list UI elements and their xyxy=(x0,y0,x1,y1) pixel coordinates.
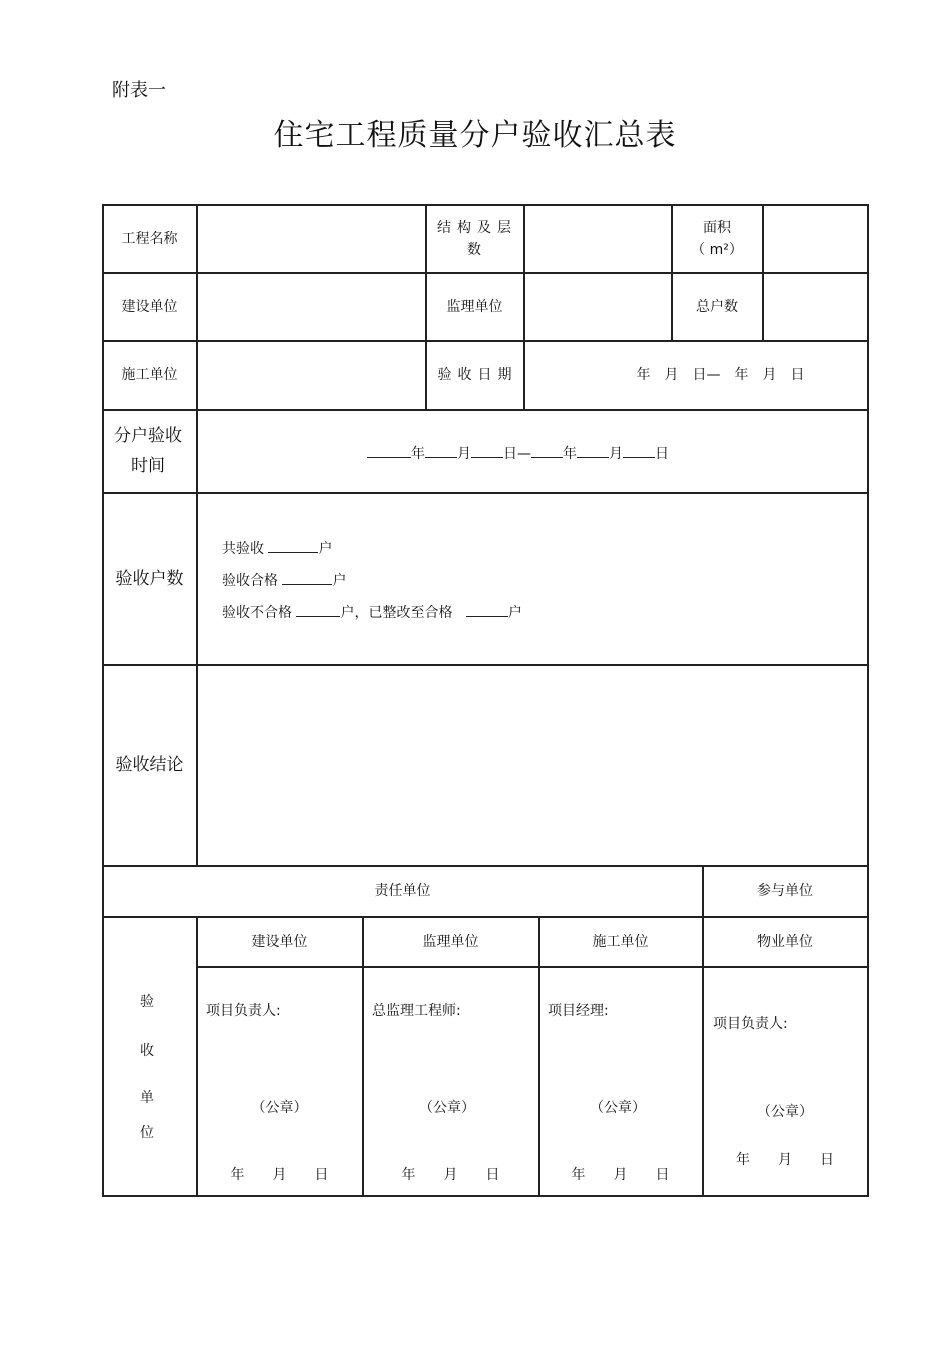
day2-blank[interactable] xyxy=(623,443,655,458)
year2-blank[interactable] xyxy=(531,443,563,458)
month2-text: 月 xyxy=(609,446,623,462)
household-acceptance-time-label: 分户验收时间 xyxy=(114,426,182,476)
rectified-unit: 户 xyxy=(507,605,522,621)
passed-prefix: 验收合格 xyxy=(222,573,278,589)
area-label-line2: （ m²） xyxy=(691,241,743,258)
annex-label: 附表一 xyxy=(112,80,166,101)
failed-line xyxy=(222,602,522,622)
failed-mid: 户，已整改至合格 xyxy=(340,605,453,621)
unit-name-supervisor: 监理单位 xyxy=(422,933,479,950)
property-seal: （公章） xyxy=(757,1104,813,1120)
household-acceptance-time-field[interactable] xyxy=(367,443,669,463)
project-name-field[interactable] xyxy=(197,205,425,272)
passed-unit: 户 xyxy=(332,573,347,589)
total-accepted-blank[interactable] xyxy=(268,538,318,553)
property-date[interactable]: 年 月 日 xyxy=(736,1152,834,1168)
structure-floors-field[interactable] xyxy=(524,205,671,272)
rectified-blank[interactable] xyxy=(466,602,508,617)
supervisor-signer-label: 总监理工程师: xyxy=(372,1003,461,1019)
area-field[interactable] xyxy=(763,205,867,272)
year-text: 年 xyxy=(411,446,425,462)
area-label-line1: 面积 xyxy=(703,219,731,236)
side-label-char-2: 收 xyxy=(140,1043,154,1059)
side-label-char-4: 位 xyxy=(140,1125,154,1141)
failed-blank[interactable] xyxy=(296,602,340,617)
total-households-field[interactable] xyxy=(763,273,867,340)
property-signer-label: 项目负责人: xyxy=(713,1016,788,1032)
responsible-units-header: 责任单位 xyxy=(374,883,431,899)
acceptance-date-range[interactable]: 年 月 日— 年 月 日 xyxy=(636,367,805,383)
constructor-seal: （公章） xyxy=(590,1100,646,1116)
unit-name-property: 物业单位 xyxy=(757,933,813,950)
day2-text: 日 xyxy=(655,446,669,462)
side-label-char-1: 验 xyxy=(140,994,154,1010)
failed-prefix: 验收不合格 xyxy=(222,605,292,621)
side-label-char-3: 单 xyxy=(140,1090,154,1106)
total-households-label: 总户数 xyxy=(696,298,738,315)
participating-units-header: 参与单位 xyxy=(757,883,813,899)
builder-signer-label: 项目负责人: xyxy=(206,1003,281,1019)
constructor-label: 施工单位 xyxy=(121,367,178,383)
supervisor-label: 监理单位 xyxy=(446,298,503,315)
constructor-date[interactable]: 年 月 日 xyxy=(571,1167,670,1183)
unit-name-builder: 建设单位 xyxy=(251,933,308,950)
supervisor-field[interactable] xyxy=(524,273,671,340)
total-accepted-unit: 户 xyxy=(318,541,333,557)
year-blank[interactable] xyxy=(367,443,411,458)
year2-text: 年 xyxy=(563,446,577,462)
passed-line xyxy=(222,570,346,590)
constructor-field[interactable] xyxy=(197,341,425,409)
builder-field[interactable] xyxy=(197,273,425,340)
builder-date[interactable]: 年 月 日 xyxy=(230,1167,329,1183)
month-blank[interactable] xyxy=(425,443,457,458)
project-name-label: 工程名称 xyxy=(121,230,178,247)
supervisor-date[interactable]: 年 月 日 xyxy=(401,1167,500,1183)
month2-blank[interactable] xyxy=(577,443,609,458)
total-accepted-line xyxy=(222,538,332,558)
builder-seal: （公章） xyxy=(251,1100,308,1116)
acceptance-conclusion-field[interactable] xyxy=(197,665,867,865)
area-label xyxy=(672,205,762,272)
acceptance-conclusion-label: 验收结论 xyxy=(115,755,184,775)
structure-floors-label: 结构及层数 xyxy=(437,219,517,258)
day-blank[interactable] xyxy=(471,443,503,458)
day-dash-text: 日— xyxy=(503,446,531,462)
page-title: 住宅工程质量分户验收汇总表 xyxy=(273,118,677,153)
passed-blank[interactable] xyxy=(282,570,332,585)
unit-name-constructor: 施工单位 xyxy=(592,933,649,950)
accepted-households-label: 验收户数 xyxy=(115,568,184,589)
constructor-signer-label: 项目经理: xyxy=(548,1003,609,1019)
supervisor-seal: （公章） xyxy=(419,1100,475,1116)
total-accepted-prefix: 共验收 xyxy=(222,541,264,557)
builder-label: 建设单位 xyxy=(121,298,178,315)
month-text: 月 xyxy=(457,446,471,462)
acceptance-date-label: 验收日期 xyxy=(437,367,518,383)
